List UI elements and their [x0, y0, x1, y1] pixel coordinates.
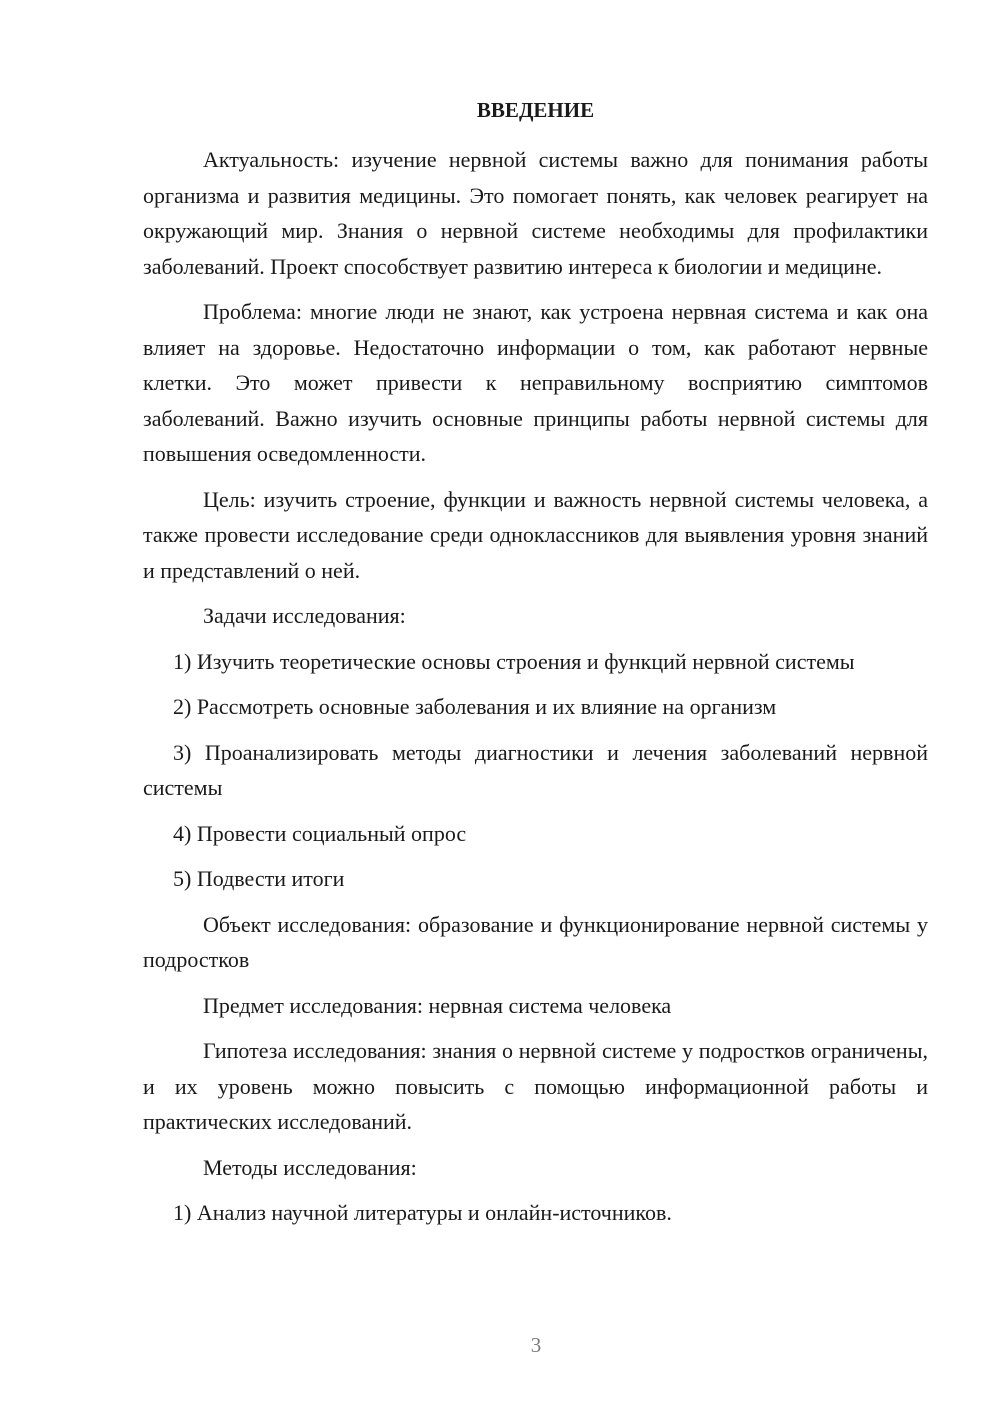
task-item-1: 1) Изучить теоретические основы строения и функций нервной системы — [173, 648, 855, 674]
paragraph-subject: Предмет исследования: нервная система человека — [203, 992, 672, 1018]
method-item-1: 1) Анализ научной литературы и онлайн-источников. — [173, 1200, 672, 1225]
methods-title: Методы исследования: — [203, 1154, 417, 1180]
paragraph-problem: Проблема: многие люди не знают, как устроена нервная система и как она влияет на здоровье. Недостаточно информации о том, как работают нервные клетки. Это может привести к неправильному восприятию симптомов заболеваний. Важно изучить основные принципы работы нервной системы для повышения осведомленности. — [143, 299, 928, 466]
page-number: 3 — [530, 1333, 542, 1357]
task-item-4: 4) Провести социальный опрос — [173, 820, 467, 846]
task-item-5: 5) Подвести итоги — [173, 866, 345, 891]
section-heading: ВВЕДЕНИЕ — [476, 98, 595, 122]
paragraph-object: Объект исследования: образование и функционирование нервной системы у подростков — [143, 911, 928, 972]
paragraph-relevance: Актуальность: изучение нервной системы важно для понимания работы организма и развития медицины. Это помогает понять, как человек реагирует на окружающий мир. Знания о нервной системе необходимы для профилактики заболеваний. Проект способствует развитию интереса к биологии и медицине. — [143, 147, 928, 279]
task-item-2: 2) Рассмотреть основные заболевания и их влияние на организм — [173, 694, 777, 719]
paragraph-goal: Цель: изучить строение, функции и важность нервной системы человека, а также провести исследование среди одноклассников для выявления уровня знаний и представлений о ней. — [143, 486, 928, 583]
tasks-title: Задачи исследования: — [203, 603, 406, 628]
page-content — [143, 92, 928, 1241]
task-item-3: 3) Проанализировать методы диагностики и лечения заболеваний нервной системы — [143, 739, 928, 800]
paragraph-hypothesis: Гипотеза исследования: знания о нервной системе у подростков ограничены, и их уровень можно повысить с помощью информационной работы и практических исследований. — [143, 1038, 928, 1134]
